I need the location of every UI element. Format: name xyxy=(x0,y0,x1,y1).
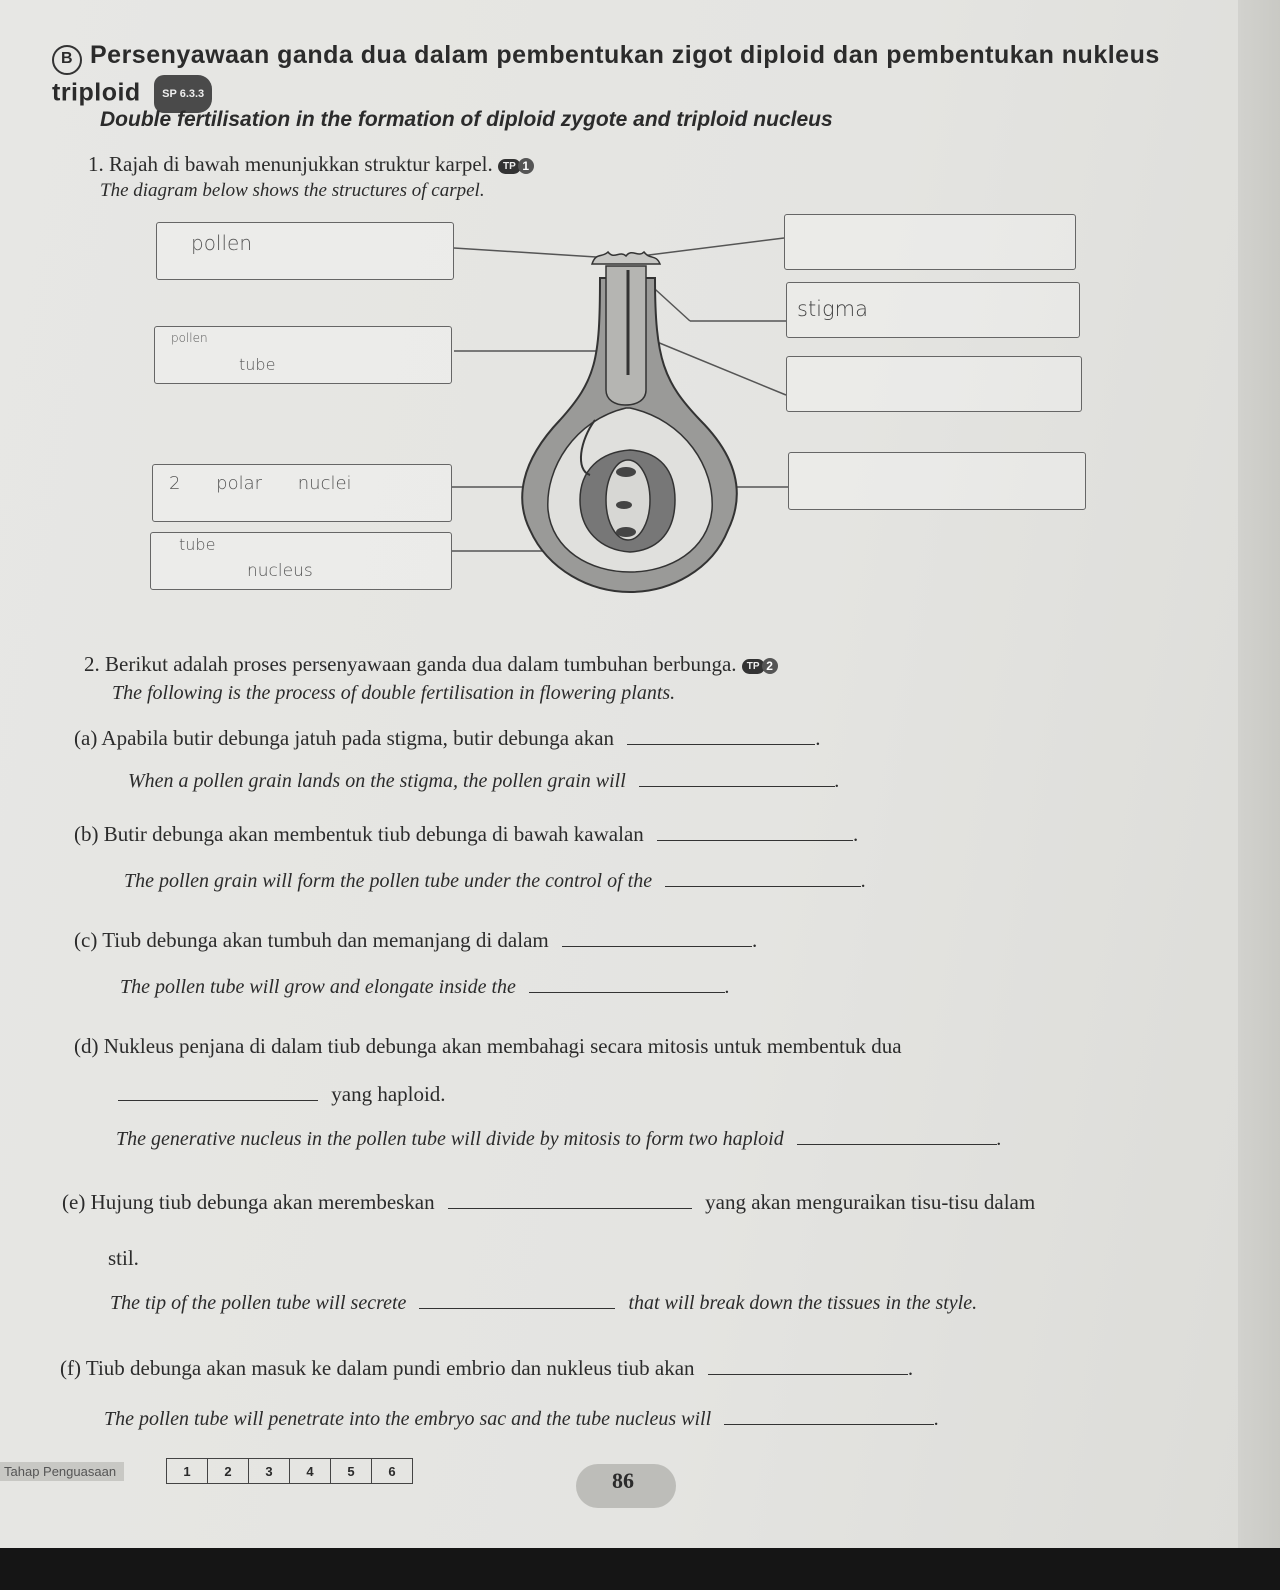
handwritten-answer: stigma xyxy=(797,297,868,321)
q2d-ms-line1 xyxy=(74,1034,1224,1059)
handwritten-answer: pollen xyxy=(191,231,253,255)
item-text: The tip of the pollen tube will secrete xyxy=(110,1292,407,1314)
item-text: Hujung tiub debunga akan merembeskan xyxy=(90,1190,435,1214)
label-box-left-4[interactable] xyxy=(150,532,452,590)
section-heading xyxy=(52,38,1192,113)
tp-badge: TP xyxy=(742,659,765,674)
q2a-ms: (a) Apabila butir debunga jatuh pada stigma, butir debunga akan . xyxy=(74,726,821,750)
next-page-edge xyxy=(1238,0,1280,1548)
q2d-en: The generative nucleus in the pollen tube will divide by mitosis to form two haploid . xyxy=(116,1128,1002,1150)
answer-blank[interactable] xyxy=(639,785,835,787)
item-text: The generative nucleus in the pollen tube will divide by mitosis to form two haploid xyxy=(116,1128,784,1150)
label-box-right-3[interactable] xyxy=(786,356,1082,412)
antipodal-cells xyxy=(616,527,636,537)
handwritten-answer: tube xyxy=(239,355,276,374)
answer-blank[interactable] xyxy=(529,991,725,993)
item-text: Nukleus penjana di dalam tiub debunga akan membahagi secara mitosis untuk membentuk dua xyxy=(103,1034,902,1058)
q2c-en: The pollen tube will grow and elongate inside the . xyxy=(120,976,730,998)
tp-level: 2 xyxy=(762,658,778,674)
item-text: The pollen grain will form the pollen tube under the control of the xyxy=(124,870,653,892)
section-title-en: Double fertilisation in the formation of diploid zygote and triploid nucleus xyxy=(100,108,833,131)
style xyxy=(606,266,646,405)
item-text: yang akan menguraikan tisu-tisu dalam xyxy=(705,1190,1036,1214)
q2b-en: The pollen grain will form the pollen tube under the control of the . xyxy=(124,870,867,892)
label-box-left-2[interactable] xyxy=(154,326,452,384)
syllabus-code-badge: SP 6.3.3 xyxy=(154,75,212,113)
q2f-ms: (f) Tiub debunga akan masuk ke dalam pundi embrio dan nukleus tiub akan . xyxy=(60,1356,914,1380)
item-text: Tiub debunga akan tumbuh dan memanjang di dalam xyxy=(102,928,549,952)
label-box-left-3[interactable] xyxy=(152,464,452,522)
q2-text-ms xyxy=(84,652,778,677)
q1-prompt-en: The diagram below shows the structures of carpel. xyxy=(100,180,485,201)
label-box-right-2[interactable] xyxy=(786,282,1080,338)
item-text: that will break down the tissues in the style. xyxy=(628,1292,978,1314)
answer-blank[interactable] xyxy=(665,885,861,887)
mastery-level-box[interactable]: 1 xyxy=(167,1459,208,1484)
answer-blank[interactable] xyxy=(419,1307,615,1309)
answer-blank[interactable] xyxy=(797,1143,997,1145)
q2b-ms: (b) Butir debunga akan membentuk tiub debunga di bawah kawalan . xyxy=(74,822,859,846)
answer-blank[interactable] xyxy=(118,1099,318,1101)
handwritten-answer: 2 polar nuclei xyxy=(169,473,352,494)
desk-background xyxy=(0,1548,1280,1590)
q2c-ms: (c) Tiub debunga akan tumbuh dan memanjang di dalam . xyxy=(74,928,758,952)
answer-blank[interactable] xyxy=(562,945,752,947)
stigma xyxy=(592,252,660,264)
leader-line xyxy=(454,248,612,258)
section-title-ms: Persenyawaan ganda dua dalam pembentukan zigot diploid dan pembentukan nukleus triploid xyxy=(52,41,1160,107)
answer-blank[interactable] xyxy=(724,1423,934,1425)
answer-blank[interactable] xyxy=(708,1373,908,1375)
item-text: When a pollen grain lands on the stigma, the pollen grain will xyxy=(128,770,626,792)
q2d-ms-line2 xyxy=(118,1082,446,1107)
mastery-level-box[interactable]: 2 xyxy=(208,1459,249,1484)
mastery-scale xyxy=(166,1458,413,1484)
mastery-level-box[interactable]: 5 xyxy=(331,1459,372,1484)
tp-badge: TP xyxy=(498,159,521,174)
q2a-en: When a pollen grain lands on the stigma, the pollen grain will . xyxy=(128,770,840,792)
item-label: (d) xyxy=(74,1034,99,1058)
item-label: (e) xyxy=(62,1190,86,1214)
answer-blank[interactable] xyxy=(657,839,853,841)
mastery-label: Tahap Penguasaan xyxy=(0,1462,124,1481)
polar-nuclei xyxy=(616,501,632,509)
item-text: The pollen tube will penetrate into the embryo sac and the tube nucleus will xyxy=(104,1408,712,1430)
label-box-right-4[interactable] xyxy=(788,452,1086,510)
q2f-en: The pollen tube will penetrate into the embryo sac and the tube nucleus will . xyxy=(104,1408,940,1430)
item-text: Butir debunga akan membentuk tiub debunga di bawah kawalan xyxy=(103,822,644,846)
egg-cell xyxy=(616,467,636,477)
handwritten-answer: tube xyxy=(179,535,216,554)
leader-line xyxy=(625,238,784,258)
q1-number: 1. xyxy=(88,152,104,176)
q1-text-ms xyxy=(88,152,534,177)
item-label: (c) xyxy=(74,928,98,952)
mastery-level-box[interactable]: 3 xyxy=(249,1459,290,1484)
tp-level: 1 xyxy=(518,158,534,174)
item-label: (a) xyxy=(74,726,98,750)
mastery-level-box[interactable]: 4 xyxy=(290,1459,331,1484)
handwritten-answer: nucleus xyxy=(247,561,313,581)
q2-number: 2. xyxy=(84,652,100,676)
answer-blank[interactable] xyxy=(627,743,815,745)
q2e-en xyxy=(110,1292,977,1315)
item-text: Apabila butir debunga jatuh pada stigma, butir debunga akan xyxy=(101,726,615,750)
item-text: yang haploid. xyxy=(331,1082,446,1106)
q2e-ms-line1 xyxy=(62,1190,1232,1215)
item-label: (b) xyxy=(74,822,99,846)
q2-prompt-en: The following is the process of double fertilisation in flowering plants. xyxy=(112,682,676,704)
q2-prompt-ms: Berikut adalah proses persenyawaan ganda dua dalam tumbuhan berbunga. xyxy=(105,652,737,676)
label-box-right-1[interactable] xyxy=(784,214,1076,270)
item-text: The pollen tube will grow and elongate inside the xyxy=(120,976,516,998)
q2e-ms-line2: stil. xyxy=(108,1246,139,1270)
label-box-left-1[interactable] xyxy=(156,222,454,280)
item-label: (f) xyxy=(60,1356,81,1380)
q1-prompt-ms: Rajah di bawah menunjukkan struktur karpel. xyxy=(109,152,493,176)
section-letter: B xyxy=(52,45,82,75)
mastery-level-box[interactable]: 6 xyxy=(372,1459,413,1484)
page-number: 86 xyxy=(612,1468,634,1493)
handwritten-answer: pollen xyxy=(171,331,208,345)
item-text: Tiub debunga akan masuk ke dalam pundi embrio dan nukleus tiub akan xyxy=(85,1356,695,1380)
answer-blank[interactable] xyxy=(448,1207,692,1209)
